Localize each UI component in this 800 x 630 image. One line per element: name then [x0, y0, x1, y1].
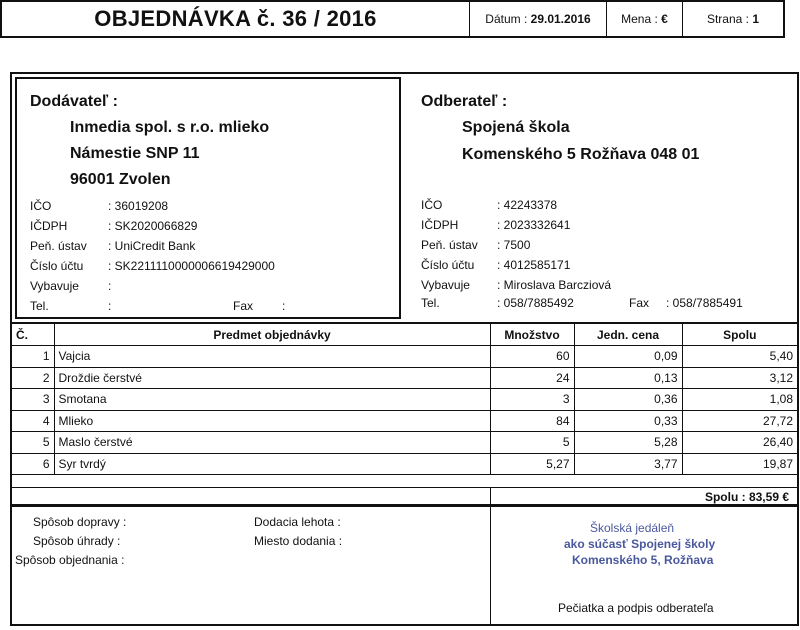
supplier-fax-label: Fax: [233, 299, 254, 313]
page-cell: [682, 2, 783, 36]
row-total: 1,08: [682, 389, 797, 411]
supplier-tel-value: :: [108, 299, 112, 313]
customer-contact-label: Vybavuje: [421, 278, 470, 292]
table-row: [12, 346, 797, 368]
supplier-street: Námestie SNP 11: [70, 145, 200, 162]
col-header-no: Č.: [12, 324, 54, 346]
grand-total: Spolu : 83,59 €: [490, 488, 797, 507]
col-header-qty: Množstvo: [490, 324, 574, 346]
customer-heading: Odberateľ :: [421, 93, 508, 110]
row-total: 5,40: [682, 346, 797, 368]
row-qty: 84: [490, 410, 574, 432]
row-total: 19,87: [682, 453, 797, 475]
supplier-tel-label: Tel.: [30, 299, 49, 313]
col-header-total: Spolu: [682, 324, 797, 346]
customer-icdph-value: : 2023332641: [497, 218, 571, 232]
row-no: 3: [12, 389, 54, 411]
row-no: 6: [12, 453, 54, 475]
signature-label: Pečiatka a podpis odberateľa: [558, 601, 714, 615]
page-value: 1: [752, 12, 760, 26]
row-qty: 60: [490, 346, 574, 368]
supplier-fax-value: :: [282, 299, 286, 313]
date-label: Dátum :: [485, 12, 528, 26]
customer-fax-value: : 058/7885491: [666, 296, 743, 310]
col-header-item: Predmet objednávky: [54, 324, 490, 346]
supplier-contact-value: :: [108, 279, 112, 293]
row-item: Maslo čerstvé: [54, 432, 490, 454]
customer-icdph-label: IČDPH: [421, 218, 459, 232]
row-price: 0,09: [574, 346, 682, 368]
col-header-price: Jedn. cena: [574, 324, 682, 346]
customer-ico-label: IČO: [421, 198, 443, 212]
row-qty: 3: [490, 389, 574, 411]
row-item: Droždie čerstvé: [54, 367, 490, 389]
supplier-contact-label: Vybavuje: [30, 279, 79, 293]
order-title: OBJEDNÁVKA č. 36 / 2016: [94, 6, 377, 31]
row-price: 0,33: [574, 410, 682, 432]
row-item: Vajcia: [54, 346, 490, 368]
row-no: 5: [12, 432, 54, 454]
order-header: [0, 0, 785, 38]
table-row: [12, 453, 797, 475]
transport-label: Spôsob dopravy :: [33, 515, 127, 529]
total-row: [12, 487, 797, 507]
row-price: 0,13: [574, 367, 682, 389]
table-row: [12, 367, 797, 389]
row-qty: 5: [490, 432, 574, 454]
row-item: Syr tvrdý: [54, 453, 490, 475]
supplier-account-label: Číslo účtu: [30, 259, 84, 273]
table-row: [12, 432, 797, 454]
supplier-ico-value: : 36019208: [108, 199, 169, 213]
order-method-label: Spôsob objednania :: [15, 553, 125, 567]
customer-fax-label: Fax: [629, 296, 650, 310]
date-cell: [469, 2, 606, 36]
supplier-account-value: : SK2211110000006619429000: [108, 259, 275, 273]
page-label: Strana :: [706, 12, 749, 26]
row-total: 3,12: [682, 367, 797, 389]
supplier-ico-label: IČO: [30, 199, 52, 213]
supplier-icdph-label: IČDPH: [30, 219, 68, 233]
delivery-place-label: Miesto dodania :: [254, 534, 343, 548]
table-row: [12, 410, 797, 432]
currency-label: Mena :: [621, 12, 658, 26]
row-price: 5,28: [574, 432, 682, 454]
parties-section: [10, 72, 799, 324]
supplier-bank-label: Peň. ústav: [30, 239, 87, 253]
footer-section: [10, 506, 799, 626]
date-value: 29.01.2016: [530, 12, 591, 26]
stamp-line-1: Školská jedáleň: [590, 521, 675, 535]
delivery-term-label: Dodacia lehota :: [254, 515, 341, 529]
currency-value: €: [661, 12, 668, 26]
customer-address: Komenského 5 Rožňava 048 01: [462, 146, 700, 163]
supplier-city: 96001 Zvolen: [70, 171, 171, 188]
stamp-line-3: Komenského 5, Rožňava: [572, 553, 714, 567]
customer-account-label: Číslo účtu: [421, 258, 475, 272]
supplier-box: [15, 77, 401, 319]
payment-label: Spôsob úhrady :: [33, 534, 121, 548]
customer-tel-label: Tel.: [421, 296, 440, 310]
row-qty: 5,27: [490, 453, 574, 475]
items-table: [12, 324, 797, 475]
supplier-heading: Dodávateľ :: [30, 93, 118, 110]
supplier-icdph-value: : SK2020066829: [108, 219, 198, 233]
customer-tel-value: : 058/7885492: [497, 296, 574, 310]
customer-contact-value: : Miroslava Barcziová: [497, 278, 612, 292]
row-item: Mlieko: [54, 410, 490, 432]
row-item: Smotana: [54, 389, 490, 411]
row-no: 2: [12, 367, 54, 389]
row-no: 4: [12, 410, 54, 432]
row-qty: 24: [490, 367, 574, 389]
table-row: [12, 389, 797, 411]
customer-ico-value: : 42243378: [497, 198, 558, 212]
row-total: 26,40: [682, 432, 797, 454]
items-header-row: [12, 324, 797, 346]
customer-bank-label: Peň. ústav: [421, 238, 478, 252]
items-section: [10, 324, 799, 506]
customer-bank-value: : 7500: [497, 238, 531, 252]
customer-account-value: : 4012585171: [497, 258, 571, 272]
row-price: 3,77: [574, 453, 682, 475]
stamp-line-2: ako súčasť Spojenej školy: [564, 537, 716, 551]
row-no: 1: [12, 346, 54, 368]
footer-divider: [490, 507, 491, 625]
currency-cell: [606, 2, 682, 36]
supplier-name: Inmedia spol. s r.o. mlieko: [70, 119, 270, 136]
supplier-bank-value: : UniCredit Bank: [108, 239, 196, 253]
customer-name: Spojená škola: [462, 119, 570, 136]
row-price: 0,36: [574, 389, 682, 411]
row-total: 27,72: [682, 410, 797, 432]
